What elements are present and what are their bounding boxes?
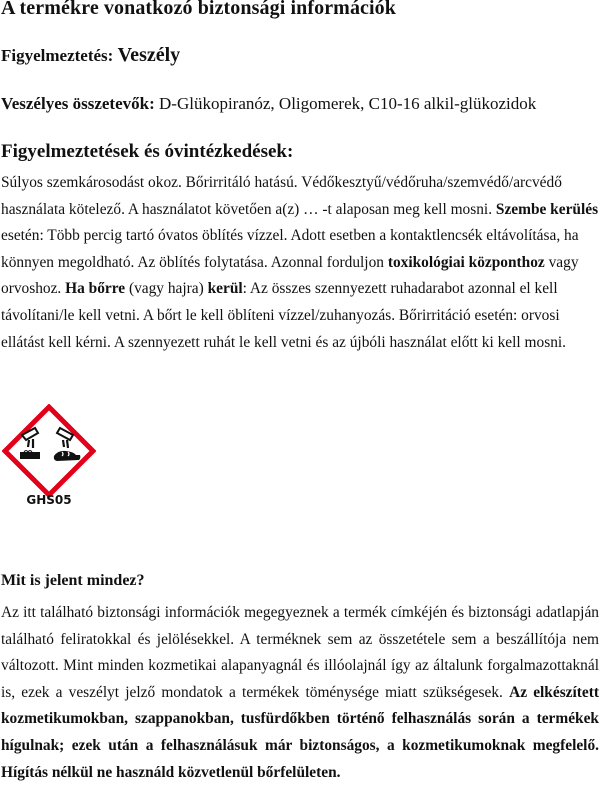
- precautions-paragraph: [1, 170, 599, 356]
- text-segment: (vagy hajra): [125, 280, 208, 298]
- text-segment-bold: Ha bőrre: [65, 280, 126, 298]
- hazardous-ingredients-line: [1, 94, 536, 114]
- explanation-paragraph: [1, 600, 599, 786]
- signal-word-line: [1, 44, 180, 67]
- corrosion-icon: [5, 407, 93, 495]
- text-segment: : Az összes szennyezett ruhadarabot azonnal el kell távolítani/le kell vetni. A bőrt le kell öblíteni vízzel/zuhanyozás. Bőrirritáció esetén: orvosi ellátást kell kérni. A szennyezett ruhát le kell vetni és az újbóli használat előtt ki kell mosni.: [1, 280, 567, 351]
- diamond-border: [5, 407, 93, 495]
- text-segment-bold: Szembe kerülés: [495, 200, 599, 218]
- corroded-surface: [20, 452, 40, 459]
- ghs05-pictogram: [2, 404, 96, 506]
- ghs-code-label: GHS05: [26, 493, 72, 506]
- signal-word-label: Figyelmeztetés:: [1, 46, 114, 65]
- text-segment-bold: kerül: [207, 280, 243, 298]
- text-segment: Az itt található biztonsági információk megegyeznek a termék címkéjén és biztonsági adatlapján található feliratokkal és jelölésekkel. A terméknek sem az összetétele sem a beszállítója nem változott. Mint minden kozmetikai alapanyagnál és illóolajnál így az általunk forgalmazottaknál is, ezek a veszélyt jelző mondatok a termékek töménysége miatt szükségesek.: [1, 604, 599, 701]
- ingredients-value: D-Glükopiranóz, Oligomerek, C10-16 alkil-glükozidok: [154, 94, 537, 113]
- signal-word-value: Veszély: [117, 44, 181, 66]
- explanation-heading: Mit is jelent mindez?: [1, 572, 145, 589]
- text-segment-bold: Az elkészített kozmetikumokban, szappanokban, tusfürdőkben történő felhasználás során a termékek hígulnak; ezek után a felhasználásuk már biztonságos, a kozmetikumoknak megfelelő. Hígítás nélkül ne használd közvetlenül bőrfelületen.: [1, 683, 599, 781]
- text-segment: Súlyos szemkárosodást okoz. Bőrirritáló hatású. Védőkesztyű/védőruha/szemvédő/arcvédő használata kötelező. A használatot követően a(z) … -t alaposan meg kell mosni.: [1, 174, 562, 218]
- text-segment: esetén: Több percig tartó óvatos öblítés vízzel. Adott esetben a kontaktlencsék eltávolítása, ha könnyen megoldható. Az öblítés folytatása. Azonnal forduljon: [1, 227, 579, 271]
- text-segment-bold: toxikológiai központhoz: [387, 253, 545, 271]
- precautions-heading: Figyelmeztetések és óvintézkedések:: [1, 141, 294, 162]
- text-segment: vagy orvoshoz.: [1, 253, 579, 298]
- page-title: A termékre vonatkozó biztonsági információk: [1, 0, 397, 19]
- ingredients-label: Veszélyes összetevők:: [1, 94, 155, 113]
